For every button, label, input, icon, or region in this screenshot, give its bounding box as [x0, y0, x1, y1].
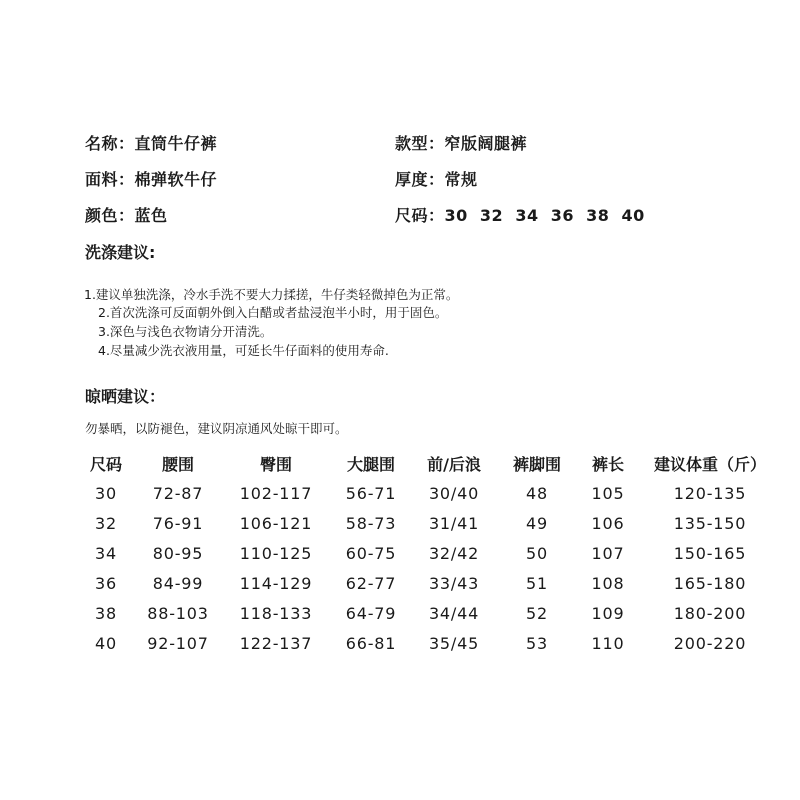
table-cell: 76-91 — [152, 513, 204, 533]
table-cell: 110 — [591, 633, 625, 653]
table-row — [80, 508, 784, 538]
table-cell: 122-137 — [239, 633, 313, 653]
table-cell: 180-200 — [673, 603, 747, 623]
product-thickness: 厚度：常规 — [395, 170, 478, 189]
header-thigh: 大腿围 — [346, 454, 395, 474]
table-cell: 118-133 — [239, 603, 313, 623]
table-cell: 84-99 — [152, 573, 204, 593]
table-cell: 30 — [95, 483, 117, 503]
table-cell: 135-150 — [673, 513, 747, 533]
table-row — [80, 628, 784, 658]
header-size: 尺码 — [89, 454, 122, 474]
table-cell: 34 — [95, 543, 117, 563]
size-table-header-row — [80, 448, 784, 478]
table-cell: 48 — [526, 483, 548, 503]
table-cell: 114-129 — [239, 573, 313, 593]
table-cell: 200-220 — [673, 633, 747, 653]
table-cell: 165-180 — [673, 573, 747, 593]
table-cell: 72-87 — [152, 483, 204, 503]
table-cell: 62-77 — [345, 573, 397, 593]
wash-line-2: 2.首次洗涤可反面朝外倒入白醋或者盐浸泡半小时，用于固色。 — [98, 305, 448, 320]
table-cell: 120-135 — [673, 483, 747, 503]
wash-line-1: 1.建议单独洗涤，冷水手洗不要大力揉搓，牛仔类轻微掉色为正常。 — [84, 287, 459, 302]
table-cell: 150-165 — [673, 543, 747, 563]
wash-line-3: 3.深色与浅色衣物请分开清洗。 — [98, 324, 273, 339]
wash-title: 洗涤建议: — [85, 243, 156, 262]
product-style: 款型：窄版阔腿裤 — [395, 134, 528, 153]
header-weight: 建议体重（斤） — [653, 454, 766, 474]
table-cell: 49 — [526, 513, 548, 533]
table-cell: 53 — [526, 633, 548, 653]
table-cell: 92-107 — [147, 633, 209, 653]
product-name: 名称：直筒牛仔裤 — [85, 134, 218, 153]
wash-line-4: 4.尽量减少洗衣液用量，可延长牛仔面料的使用寿命. — [98, 343, 389, 358]
table-cell: 102-117 — [239, 483, 313, 503]
table-cell: 31/41 — [428, 513, 480, 533]
table-cell: 34/44 — [428, 603, 480, 623]
table-cell: 109 — [591, 603, 625, 623]
table-cell: 32 — [95, 513, 117, 533]
dry-text: 勿暴晒，以防褪色，建议阴凉通风处晾干即可。 — [85, 421, 348, 436]
header-rise: 前/后浪 — [427, 454, 481, 474]
header-hip: 臀围 — [259, 454, 292, 474]
table-cell: 52 — [526, 603, 548, 623]
table-cell: 36 — [95, 573, 117, 593]
table-cell: 64-79 — [345, 603, 397, 623]
product-color: 颜色：蓝色 — [85, 206, 168, 225]
table-row — [80, 568, 784, 598]
table-cell: 80-95 — [152, 543, 204, 563]
header-leg-opening: 裤脚围 — [512, 454, 561, 474]
table-cell: 60-75 — [345, 543, 397, 563]
table-cell: 32/42 — [428, 543, 480, 563]
table-cell: 105 — [591, 483, 625, 503]
table-cell: 66-81 — [345, 633, 397, 653]
table-cell: 58-73 — [345, 513, 397, 533]
header-waist: 腰围 — [161, 454, 194, 474]
table-row — [80, 478, 784, 508]
product-fabric: 面料：棉弹软牛仔 — [85, 170, 218, 189]
table-cell: 40 — [95, 633, 117, 653]
table-cell: 51 — [526, 573, 548, 593]
table-cell: 106-121 — [239, 513, 313, 533]
table-cell: 88-103 — [147, 603, 209, 623]
table-cell: 56-71 — [345, 483, 397, 503]
table-cell: 33/43 — [428, 573, 480, 593]
table-cell: 50 — [526, 543, 548, 563]
dry-title: 晾晒建议： — [85, 387, 166, 406]
size-table — [80, 448, 784, 658]
table-row — [80, 538, 784, 568]
table-cell: 30/40 — [428, 483, 480, 503]
table-cell: 108 — [591, 573, 625, 593]
table-cell: 106 — [591, 513, 625, 533]
table-cell: 107 — [591, 543, 625, 563]
table-cell: 110-125 — [239, 543, 313, 563]
table-cell: 35/45 — [428, 633, 480, 653]
product-sizes: 尺码：30 32 34 36 38 40 — [395, 206, 645, 225]
header-length: 裤长 — [591, 454, 624, 474]
table-cell: 38 — [95, 603, 117, 623]
table-row — [80, 598, 784, 628]
